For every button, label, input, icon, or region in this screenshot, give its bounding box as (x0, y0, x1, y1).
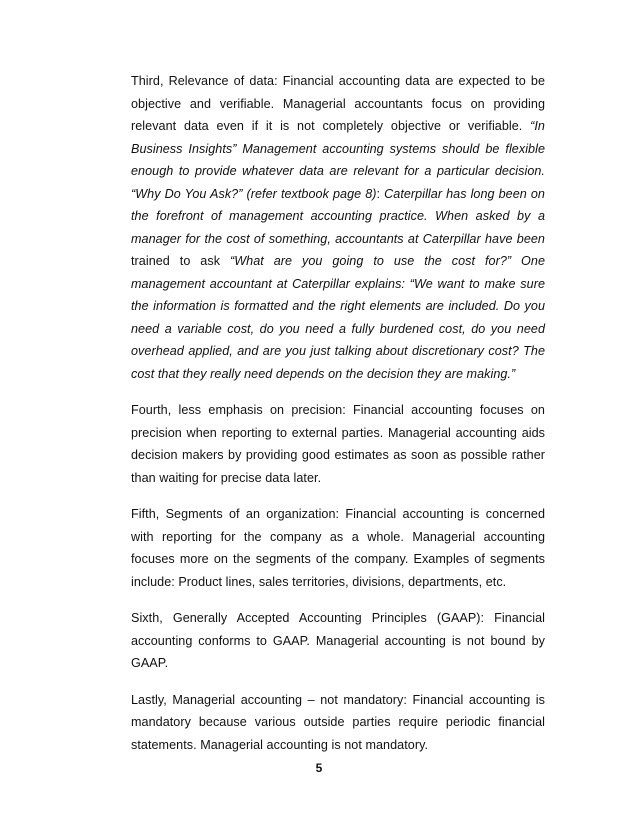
paragraph-third-relevance-of-data (131, 70, 545, 385)
text-segment-italic: “In Business Insights” Management accounting systems should be flexible enough to provide whatever data are relevant for a particular decision. “Why Do You Ask?” (refer textbook page 8) (131, 119, 545, 201)
paragraph-lastly-not-mandatory (131, 689, 545, 757)
text-segment: trained to ask (131, 254, 230, 268)
paragraph-sixth-gaap (131, 607, 545, 675)
text-segment-italic: “What are you going to use the cost for?” One management accountant at Caterpillar explains: “We want to make sure the information is formatted and the right elements are included. Do you need a variable cost, do you need a fully burdened cost, do you need overhead applied, and are you just talking about discretionary cost? The cost that they really need depends on the decision they are making.” (131, 254, 545, 381)
document-body (131, 70, 545, 770)
page-number: 5 (315, 761, 323, 775)
text-segment: Sixth, Generally Accepted Accounting Principles (GAAP): Financial accounting conforms to GAAP. Managerial accounting is not bound by GAAP. (131, 611, 545, 670)
text-segment: Lastly, Managerial accounting – not mandatory: Financial accounting is mandatory because various outside parties require periodic financial statements. Managerial accounting is not mandatory. (131, 692, 545, 752)
text-segment-italic: Caterpillar has long been on the forefront of management accounting practice. When asked by a manager for the cost of something, accountants at Caterpillar have been (131, 186, 545, 246)
paragraph-fifth-segments-of-an-organization (131, 503, 545, 593)
text-segment: Fourth, less emphasis on precision: Financial accounting focuses on precision when reporting to external parties. Managerial accounting aids decision makers by providing good estimates as soon as possible rather than waiting for precise data later. (131, 403, 545, 485)
paragraph-fourth-less-emphasis-on-precision (131, 399, 545, 489)
text-segment: Third, Relevance of data: Financial accounting data are expected to be objective and verifiable. Managerial accountants focus on providing relevant data even if it is not completely objective or verifiable. (131, 74, 545, 133)
text-segment: Fifth, Segments of an organization: Financial accounting is concerned with reporting for the company as a whole. Managerial accounting focuses more on the segments of the company. Examples of segments include: Product lines, sales territories, divisions, departments, etc. (131, 507, 545, 589)
text-segment: : (376, 186, 385, 201)
